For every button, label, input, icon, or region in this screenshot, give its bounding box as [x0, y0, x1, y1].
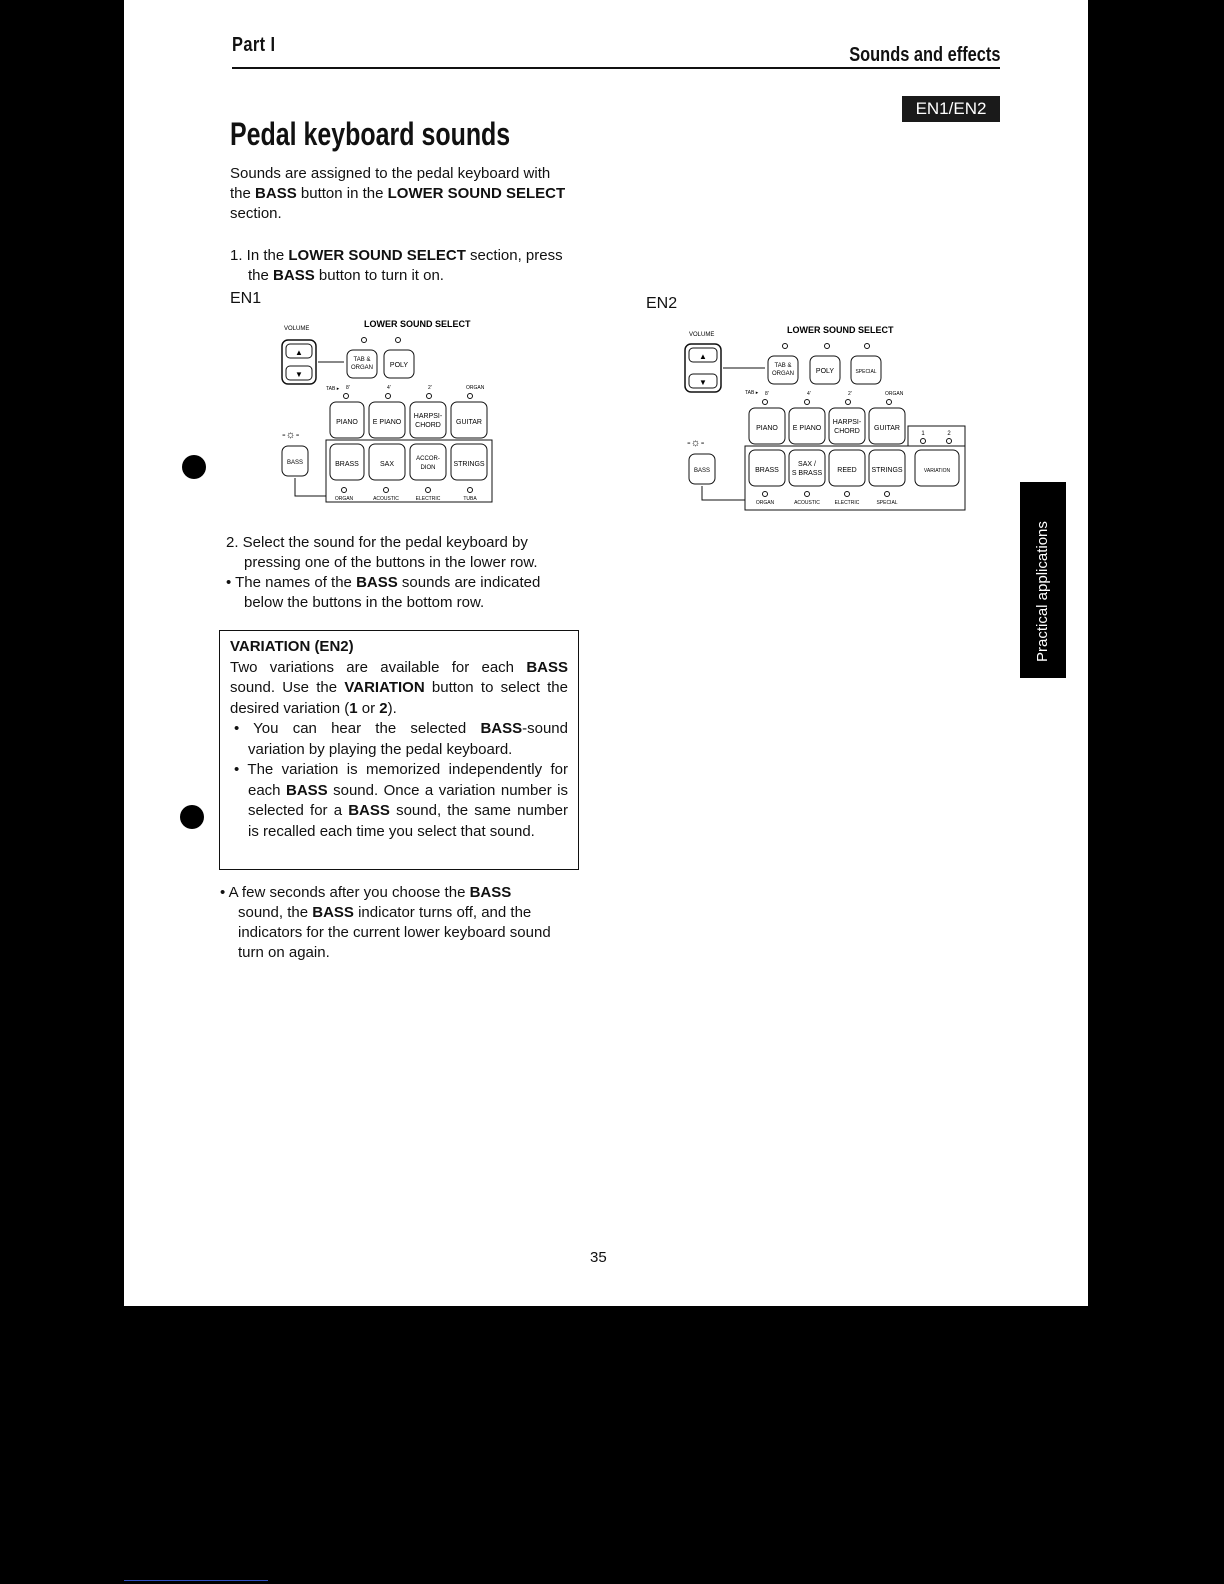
tab-organ-label-2: ORGAN: [350, 365, 374, 371]
harpsichord-button: [410, 402, 446, 438]
up-arrow-icon: ▲: [699, 352, 707, 361]
indicator-led: [846, 400, 851, 405]
epiano-label: E PIANO: [792, 425, 822, 432]
bottom-organ: ORGAN: [755, 500, 775, 506]
accordion-button: [410, 444, 446, 480]
piano-label: PIANO: [756, 425, 778, 432]
header-section: Sounds and effects: [848, 44, 1000, 66]
indicator-led: [342, 488, 347, 493]
bottom-acoustic: ACOUSTIC: [373, 496, 399, 502]
indicator-led: [805, 492, 810, 497]
variation-led-box: [908, 426, 965, 446]
intro-line-3: section.: [230, 205, 282, 222]
indicator-led: [825, 344, 830, 349]
indicator-led: [885, 492, 890, 497]
step-2-bullet: • The names of the BASS sounds are indicated: [226, 574, 541, 591]
indicator-led: [386, 394, 391, 399]
tab-organ-label-1: TAB &: [353, 357, 371, 363]
bottom-acoustic: ACOUSTIC: [794, 500, 820, 506]
indicator-led: [947, 439, 952, 444]
brass-label: BRASS: [755, 467, 779, 474]
guitar-label: GUITAR: [874, 425, 900, 432]
step-2-line-2: pressing one of the buttons in the lower row.: [244, 554, 538, 571]
piano-label: PIANO: [336, 419, 358, 426]
harpsichord-button: [829, 408, 865, 444]
lit-indicator-icon: -☼-: [687, 437, 705, 449]
foot-8: 8': [346, 385, 350, 391]
harpsi-label-1: HARPSI-: [832, 419, 862, 426]
punch-hole: [180, 805, 204, 829]
volume-label: VOLUME: [284, 326, 310, 332]
bass-label: BASS: [693, 468, 711, 474]
tab-organ-button: [768, 356, 798, 384]
lss-label: LOWER SOUND SELECT: [364, 319, 471, 329]
header-rule: [232, 67, 1000, 69]
final-line-4: turn on again.: [238, 944, 330, 961]
en1-panel-diagram: [274, 312, 524, 508]
intro-line-2: the BASS button in the LOWER SOUND SELECT: [230, 185, 566, 202]
variation-num-1: 1: [921, 431, 925, 437]
foot-4: 4': [387, 385, 391, 391]
foot-organ: ORGAN: [466, 385, 485, 391]
foot-2: 2': [848, 391, 852, 397]
tab-marker: TAB ▸: [326, 386, 340, 392]
strings-label: STRINGS: [871, 467, 903, 474]
foot-8: 8': [765, 391, 769, 397]
header-part: Part I: [232, 34, 276, 56]
bottom-electric: ELECTRIC: [415, 496, 441, 502]
bottom-tuba: TUBA: [463, 496, 477, 502]
special-label: SPECIAL: [855, 369, 877, 375]
bottom-special: SPECIAL: [876, 500, 898, 506]
sax-label: SAX: [379, 461, 395, 468]
foot-organ: ORGAN: [885, 391, 904, 397]
scan-black-border: [124, 1306, 1088, 1584]
guitar-label: GUITAR: [456, 419, 482, 426]
step-2-line-4: below the buttons in the bottom row.: [244, 594, 485, 611]
variation-bullet-2: • The variation is memorized independently for each BASS sound. Once a variation number is selected for a BASS sound, the same number is recalled each time you select that sound.: [234, 761, 568, 840]
indicator-led: [426, 488, 431, 493]
step-2: [226, 533, 582, 613]
page-number: 35: [590, 1249, 607, 1266]
final-note: [220, 883, 576, 963]
bottom-organ: ORGAN: [334, 496, 354, 502]
step-2-line-1: 2. Select the sound for the pedal keyboard by: [226, 534, 528, 551]
foot-2: 2': [428, 385, 432, 391]
indicator-led: [783, 344, 788, 349]
punch-hole: [182, 455, 206, 479]
model-tag: EN1/EN2: [902, 96, 1000, 122]
strings-label: STRINGS: [453, 461, 485, 468]
side-tab-label: Practical applications: [1034, 521, 1051, 662]
blue-underline: [124, 1580, 268, 1581]
step-1-line-1: 1. In the LOWER SOUND SELECT section, press: [230, 247, 563, 264]
indicator-led: [763, 400, 768, 405]
indicator-led: [427, 394, 432, 399]
indicator-led: [763, 492, 768, 497]
indicator-led: [468, 394, 473, 399]
step-1-line-2: the BASS button to turn it on.: [248, 267, 444, 284]
intro-paragraph: [230, 164, 590, 224]
tab-marker: TAB ▸: [745, 390, 759, 396]
bottom-electric: ELECTRIC: [834, 500, 860, 506]
indicator-led: [384, 488, 389, 493]
down-arrow-icon: ▼: [699, 378, 707, 387]
step-1: [230, 246, 590, 286]
page-title: Pedal keyboard sounds: [230, 116, 511, 152]
indicator-led: [865, 344, 870, 349]
down-arrow-icon: ▼: [295, 370, 303, 379]
indicator-led: [887, 400, 892, 405]
bass-connector: [295, 478, 326, 496]
harpsi-label-2: CHORD: [415, 422, 441, 429]
section-side-tab: [1020, 482, 1066, 678]
indicator-led: [921, 439, 926, 444]
accordion-label-2: DION: [420, 465, 436, 471]
indicator-led: [362, 338, 367, 343]
variation-paragraph: Two variations are available for each BASS sound. Use the VARIATION button to select the desired variation (1 or 2).: [230, 658, 568, 717]
intro-line-1: Sounds are assigned to the pedal keyboard with: [230, 165, 551, 182]
indicator-led: [845, 492, 850, 497]
variation-heading: VARIATION (EN2): [230, 638, 354, 655]
lss-label: LOWER SOUND SELECT: [787, 325, 894, 335]
volume-label: VOLUME: [689, 332, 715, 338]
epiano-label: E PIANO: [372, 419, 402, 426]
bass-label: BASS: [286, 460, 304, 466]
label-en1: EN1: [230, 290, 262, 307]
indicator-led: [396, 338, 401, 343]
poly-label: POLY: [389, 362, 409, 369]
tab-organ-button: [347, 350, 377, 378]
harpsi-label-2: CHORD: [834, 428, 860, 435]
en2-panel-diagram: [679, 318, 979, 514]
indicator-led: [468, 488, 473, 493]
final-line-1: • A few seconds after you choose the BASS: [220, 884, 512, 901]
manual-page: [124, 0, 1088, 1306]
variation-note-box: [219, 630, 579, 870]
sax-label-1: SAX /: [798, 461, 816, 468]
label-en2: EN2: [646, 295, 678, 312]
sax-sbrass-button: [789, 450, 825, 486]
final-line-2: sound, the BASS indicator turns off, and the: [238, 904, 532, 921]
accordion-label-1: ACCOR-: [416, 456, 440, 462]
tab-organ-label-2: ORGAN: [771, 371, 795, 377]
up-arrow-icon: ▲: [295, 348, 303, 357]
tab-organ-label-1: TAB &: [774, 363, 792, 369]
bass-connector: [702, 486, 745, 500]
indicator-led: [344, 394, 349, 399]
sax-label-2: S BRASS: [791, 470, 823, 477]
reed-label: REED: [837, 467, 857, 474]
foot-4: 4': [807, 391, 811, 397]
variation-label: VARIATION: [923, 468, 951, 474]
variation-num-2: 2: [947, 431, 951, 437]
bass-bracket: [326, 440, 492, 502]
indicator-led: [805, 400, 810, 405]
lit-indicator-icon: -☼-: [282, 429, 300, 441]
variation-bullet-1: • You can hear the selected BASS-sound variation by playing the pedal keyboard.: [234, 720, 568, 758]
brass-label: BRASS: [335, 461, 359, 468]
final-line-3: indicators for the current lower keyboard sound: [238, 924, 551, 941]
harpsi-label-1: HARPSI-: [413, 413, 443, 420]
poly-label: POLY: [815, 368, 835, 375]
